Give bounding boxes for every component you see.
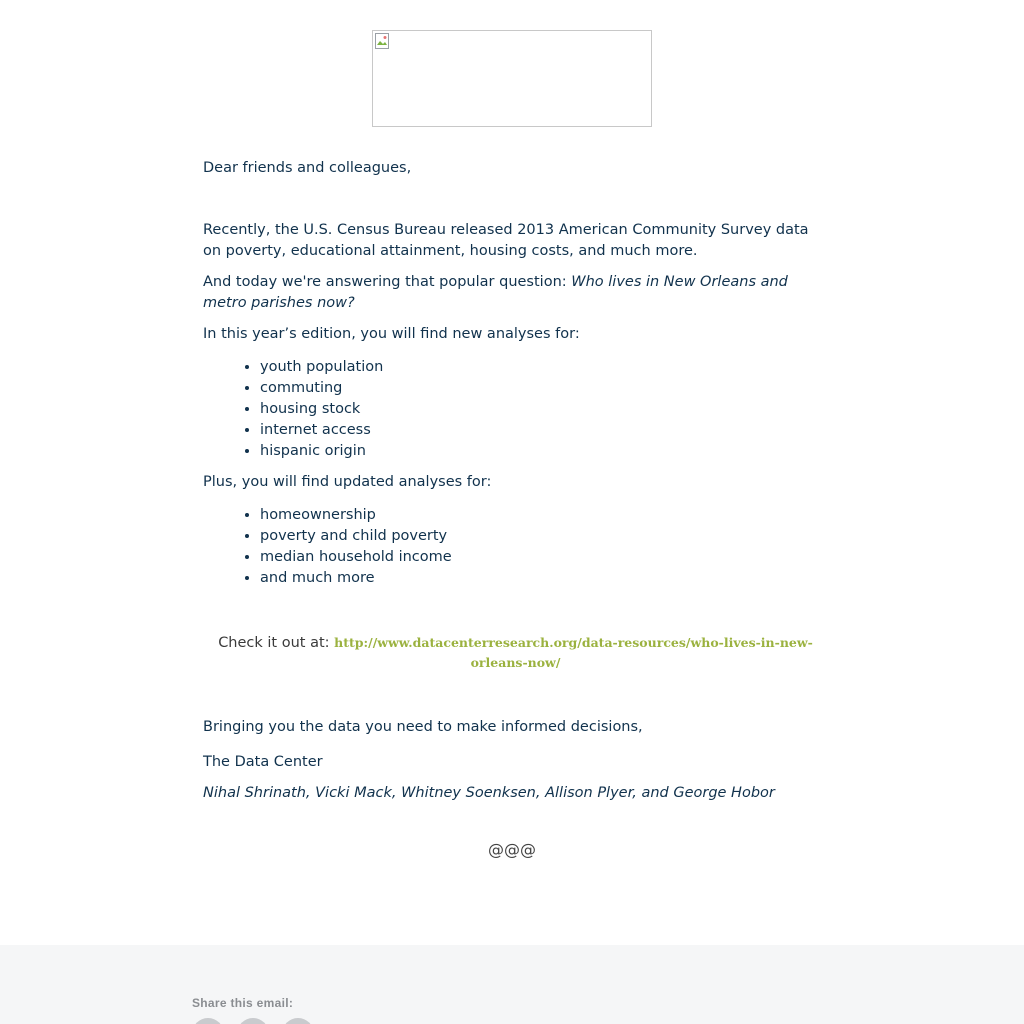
header-logo-image (372, 30, 652, 127)
footer (0, 945, 1024, 1024)
facebook-icon[interactable] (192, 1018, 224, 1024)
twitter-icon[interactable] (237, 1018, 269, 1024)
list-item: • housing stock (260, 399, 828, 420)
broken-image-icon (375, 33, 389, 49)
new-analyses-intro: In this year’s edition, you will find new analyses for: (203, 326, 580, 342)
author-names: Nihal Shrinath, Vicki Mack, Whitney Soenksen, Allison Plyer, and George Hobor (203, 785, 775, 801)
list-item: • homeownership (260, 505, 828, 526)
list-item: • median household income (260, 547, 828, 568)
list-item: • hispanic origin (260, 441, 828, 462)
question-paragraph (203, 272, 828, 314)
list-item: • internet access (260, 420, 828, 441)
list-item: • commuting (260, 378, 828, 399)
question-prefix: And today we're answering that popular question: (203, 274, 572, 290)
organization-name: The Data Center (203, 754, 323, 770)
signoff-symbols: @@@ (488, 840, 536, 859)
updated-analyses-intro: Plus, you will find updated analyses for: (203, 474, 492, 490)
intro-paragraph: Recently, the U.S. Census Bureau released 2013 American Community Survey data on poverty, educational attainment, housing costs, and much more. (203, 222, 809, 259)
list-item: • and much more (260, 568, 828, 589)
list-item: • youth population (260, 357, 828, 378)
share-label: Share this email: (192, 996, 294, 1010)
report-link[interactable]: http://www.datacenterresearch.org/data-resources/who-lives-in-new-orleans-now/ (334, 635, 813, 670)
list-item: • poverty and child poverty (260, 526, 828, 547)
email-body (203, 158, 828, 804)
greeting: Dear friends and colleagues, (203, 160, 412, 176)
closing-line: Bringing you the data you need to make informed decisions, (203, 719, 643, 735)
check-it-out (203, 633, 828, 673)
new-analyses-list (203, 357, 828, 462)
updated-analyses-list (203, 505, 828, 589)
linkedin-icon[interactable] (282, 1018, 314, 1024)
check-label: Check it out at: (218, 635, 335, 651)
question-text: Who lives in New Orleans and metro parishes now? (203, 274, 788, 311)
